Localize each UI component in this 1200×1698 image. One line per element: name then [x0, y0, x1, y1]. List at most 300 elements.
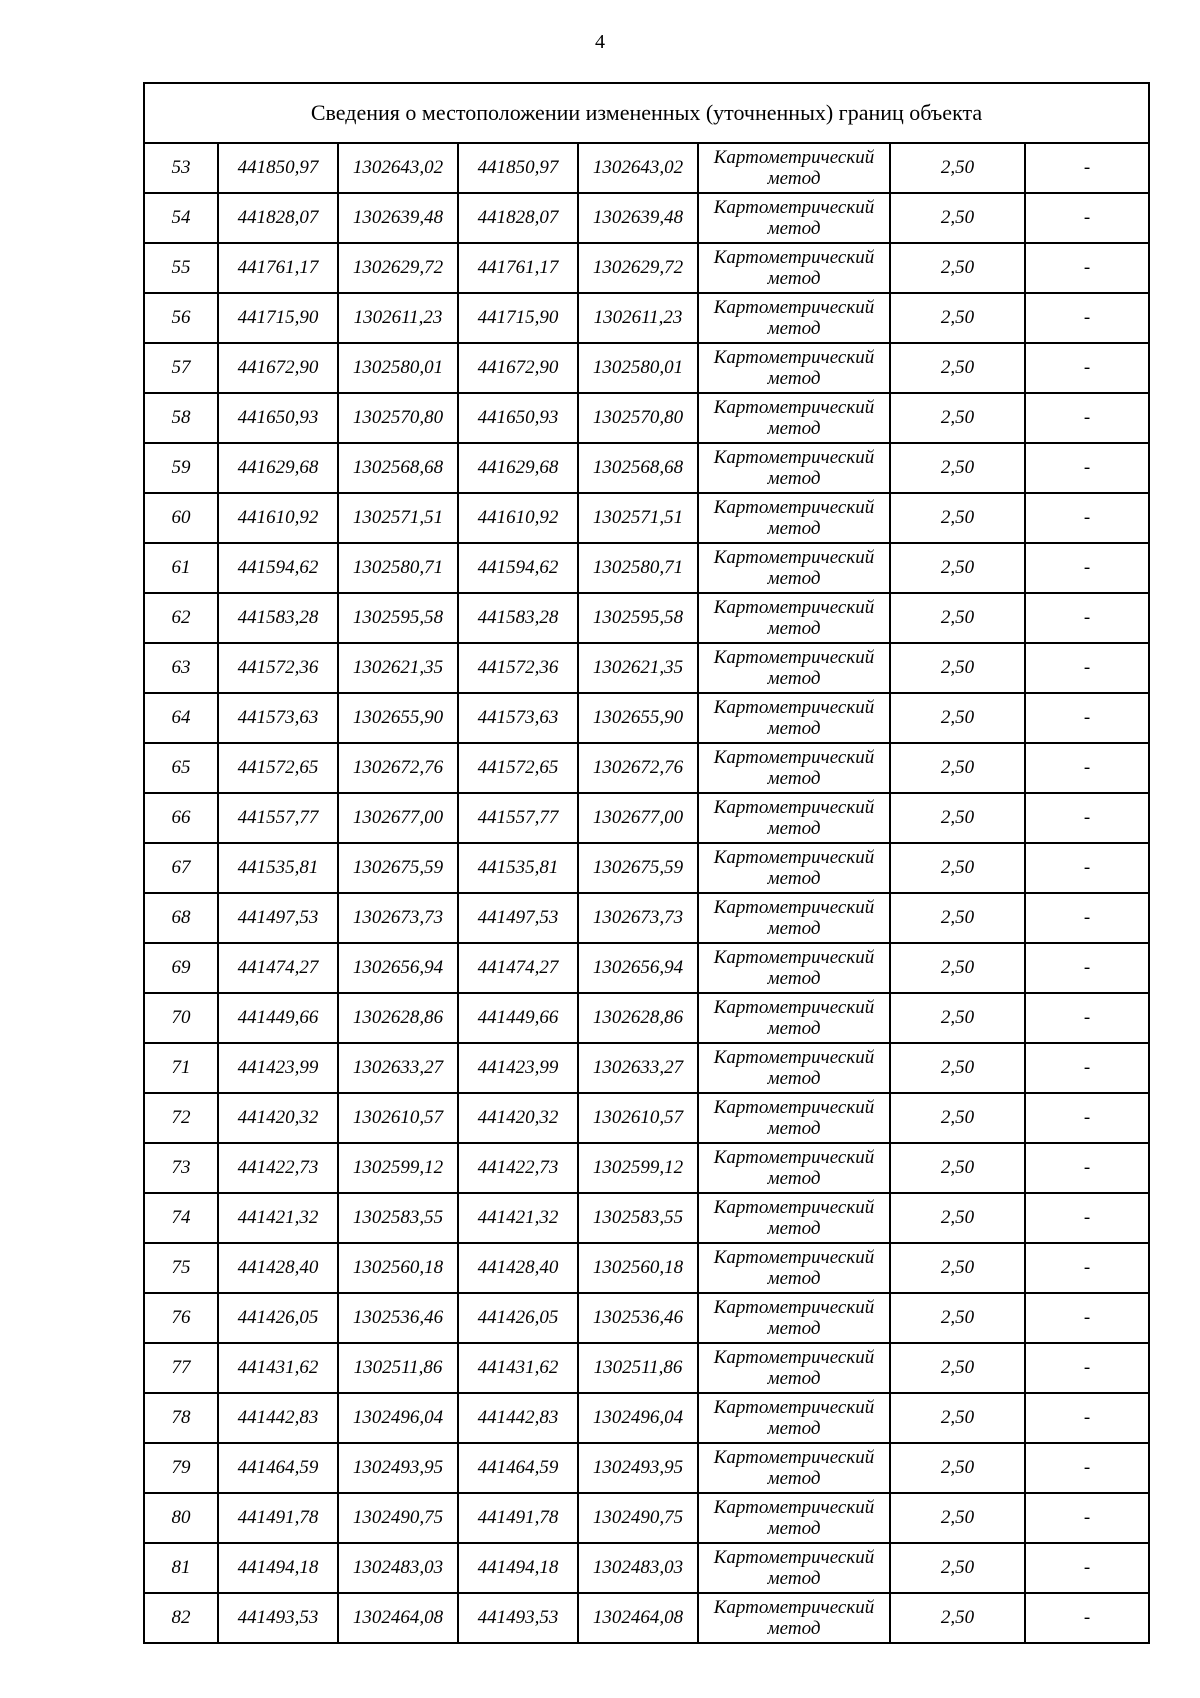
note-cell: - [1025, 1593, 1149, 1643]
refined-x-cell: 441474,27 [458, 943, 578, 993]
note-cell: - [1025, 293, 1149, 343]
existing-y-cell: 1302536,46 [338, 1293, 458, 1343]
method-line-1: Картометрический [713, 1347, 875, 1368]
existing-y-cell: 1302611,23 [338, 293, 458, 343]
method-line-2: метод [767, 1618, 821, 1639]
method-line-1: Картометрический [713, 397, 875, 418]
existing-y-cell: 1302580,71 [338, 543, 458, 593]
method-cell [698, 743, 890, 793]
existing-x-cell: 441610,92 [218, 493, 338, 543]
method-line-2: метод [767, 368, 821, 389]
existing-x-cell: 441421,32 [218, 1193, 338, 1243]
method-cell [698, 443, 890, 493]
existing-y-cell: 1302643,02 [338, 143, 458, 193]
table-row [144, 993, 1149, 1043]
refined-y-cell: 1302490,75 [578, 1493, 698, 1543]
note-cell: - [1025, 543, 1149, 593]
method-line-2: метод [767, 918, 821, 939]
method-cell [698, 1543, 890, 1593]
method-line-1: Картометрический [713, 947, 875, 968]
method-cell [698, 693, 890, 743]
existing-y-cell: 1302677,00 [338, 793, 458, 843]
refined-y-cell: 1302493,95 [578, 1443, 698, 1493]
existing-x-cell: 441442,83 [218, 1393, 338, 1443]
table-row [144, 1593, 1149, 1643]
note-cell: - [1025, 493, 1149, 543]
accuracy-cell: 2,50 [890, 543, 1025, 593]
method-line-1: Картометрический [713, 1397, 875, 1418]
accuracy-cell: 2,50 [890, 143, 1025, 193]
method-line-2: метод [767, 1118, 821, 1139]
method-cell [698, 393, 890, 443]
method-line-1: Картометрический [713, 747, 875, 768]
refined-y-cell: 1302629,72 [578, 243, 698, 293]
point-number-cell: 72 [144, 1093, 218, 1143]
existing-x-cell: 441573,63 [218, 693, 338, 743]
refined-x-cell: 441422,73 [458, 1143, 578, 1193]
point-number-cell: 63 [144, 643, 218, 693]
method-line-2: метод [767, 818, 821, 839]
note-cell: - [1025, 1543, 1149, 1593]
note-cell: - [1025, 843, 1149, 893]
note-cell: - [1025, 1243, 1149, 1293]
accuracy-cell: 2,50 [890, 1293, 1025, 1343]
existing-x-cell: 441449,66 [218, 993, 338, 1043]
method-cell [698, 1343, 890, 1393]
point-number-cell: 68 [144, 893, 218, 943]
method-line-1: Картометрический [713, 1147, 875, 1168]
table-row [144, 1493, 1149, 1543]
refined-y-cell: 1302673,73 [578, 893, 698, 943]
method-line-2: метод [767, 618, 821, 639]
method-line-2: метод [767, 318, 821, 339]
point-number-cell: 77 [144, 1343, 218, 1393]
point-number-cell: 53 [144, 143, 218, 193]
method-line-2: метод [767, 1368, 821, 1389]
accuracy-cell: 2,50 [890, 893, 1025, 943]
method-line-2: метод [767, 1518, 821, 1539]
table-row [144, 543, 1149, 593]
existing-y-cell: 1302673,73 [338, 893, 458, 943]
page-number: 4 [595, 31, 605, 53]
existing-x-cell: 441428,40 [218, 1243, 338, 1293]
refined-y-cell: 1302628,86 [578, 993, 698, 1043]
table-row [144, 1143, 1149, 1193]
refined-x-cell: 441583,28 [458, 593, 578, 643]
method-cell [698, 1393, 890, 1443]
refined-y-cell: 1302568,68 [578, 443, 698, 493]
accuracy-cell: 2,50 [890, 243, 1025, 293]
refined-x-cell: 441431,62 [458, 1343, 578, 1393]
existing-x-cell: 441583,28 [218, 593, 338, 643]
refined-y-cell: 1302464,08 [578, 1593, 698, 1643]
accuracy-cell: 2,50 [890, 1193, 1025, 1243]
table-row [144, 193, 1149, 243]
method-line-1: Картометрический [713, 247, 875, 268]
table-row [144, 243, 1149, 293]
method-line-2: метод [767, 668, 821, 689]
method-line-2: метод [767, 1318, 821, 1339]
refined-x-cell: 441428,40 [458, 1243, 578, 1293]
method-cell [698, 1443, 890, 1493]
accuracy-cell: 2,50 [890, 193, 1025, 243]
accuracy-cell: 2,50 [890, 993, 1025, 1043]
point-number-cell: 56 [144, 293, 218, 343]
accuracy-cell: 2,50 [890, 1343, 1025, 1393]
refined-x-cell: 441449,66 [458, 993, 578, 1043]
accuracy-cell: 2,50 [890, 843, 1025, 893]
existing-y-cell: 1302496,04 [338, 1393, 458, 1443]
accuracy-cell: 2,50 [890, 643, 1025, 693]
method-line-1: Картометрический [713, 897, 875, 918]
existing-x-cell: 441715,90 [218, 293, 338, 343]
table-row [144, 1343, 1149, 1393]
point-number-cell: 59 [144, 443, 218, 493]
method-line-1: Картометрический [713, 1297, 875, 1318]
method-cell [698, 193, 890, 243]
method-line-2: метод [767, 518, 821, 539]
method-line-2: метод [767, 1218, 821, 1239]
existing-x-cell: 441629,68 [218, 443, 338, 493]
refined-x-cell: 441594,62 [458, 543, 578, 593]
refined-y-cell: 1302672,76 [578, 743, 698, 793]
method-line-2: метод [767, 1018, 821, 1039]
method-cell [698, 643, 890, 693]
accuracy-cell: 2,50 [890, 1443, 1025, 1493]
method-line-1: Картометрический [713, 1097, 875, 1118]
existing-x-cell: 441422,73 [218, 1143, 338, 1193]
method-cell [698, 1143, 890, 1193]
accuracy-cell: 2,50 [890, 1043, 1025, 1093]
refined-y-cell: 1302496,04 [578, 1393, 698, 1443]
refined-y-cell: 1302511,86 [578, 1343, 698, 1393]
refined-y-cell: 1302580,71 [578, 543, 698, 593]
existing-y-cell: 1302493,95 [338, 1443, 458, 1493]
method-cell [698, 943, 890, 993]
accuracy-cell: 2,50 [890, 1093, 1025, 1143]
refined-y-cell: 1302570,80 [578, 393, 698, 443]
method-line-1: Картометрический [713, 297, 875, 318]
method-line-2: метод [767, 1568, 821, 1589]
method-cell [698, 593, 890, 643]
refined-x-cell: 441426,05 [458, 1293, 578, 1343]
existing-y-cell: 1302583,55 [338, 1193, 458, 1243]
method-line-1: Картометрический [713, 1547, 875, 1568]
accuracy-cell: 2,50 [890, 743, 1025, 793]
accuracy-cell: 2,50 [890, 393, 1025, 443]
refined-y-cell: 1302677,00 [578, 793, 698, 843]
table-row [144, 1243, 1149, 1293]
method-line-1: Картометрический [713, 1597, 875, 1618]
point-number-cell: 58 [144, 393, 218, 443]
table-row [144, 143, 1149, 193]
refined-x-cell: 441494,18 [458, 1543, 578, 1593]
table-row [144, 643, 1149, 693]
existing-x-cell: 441464,59 [218, 1443, 338, 1493]
existing-x-cell: 441850,97 [218, 143, 338, 193]
existing-x-cell: 441494,18 [218, 1543, 338, 1593]
refined-x-cell: 441715,90 [458, 293, 578, 343]
method-line-1: Картометрический [713, 647, 875, 668]
refined-y-cell: 1302643,02 [578, 143, 698, 193]
existing-y-cell: 1302633,27 [338, 1043, 458, 1093]
note-cell: - [1025, 1493, 1149, 1543]
point-number-cell: 82 [144, 1593, 218, 1643]
existing-y-cell: 1302639,48 [338, 193, 458, 243]
method-line-1: Картометрический [713, 1047, 875, 1068]
refined-y-cell: 1302633,27 [578, 1043, 698, 1093]
table-row [144, 1543, 1149, 1593]
method-cell [698, 243, 890, 293]
refined-x-cell: 441828,07 [458, 193, 578, 243]
existing-x-cell: 441535,81 [218, 843, 338, 893]
point-number-cell: 74 [144, 1193, 218, 1243]
refined-y-cell: 1302611,23 [578, 293, 698, 343]
existing-y-cell: 1302595,58 [338, 593, 458, 643]
point-number-cell: 71 [144, 1043, 218, 1093]
table-row [144, 293, 1149, 343]
table-row [144, 843, 1149, 893]
method-line-2: метод [767, 168, 821, 189]
method-line-1: Картометрический [713, 347, 875, 368]
refined-y-cell: 1302656,94 [578, 943, 698, 993]
existing-x-cell: 441474,27 [218, 943, 338, 993]
existing-x-cell: 441423,99 [218, 1043, 338, 1093]
existing-y-cell: 1302483,03 [338, 1543, 458, 1593]
existing-y-cell: 1302568,68 [338, 443, 458, 493]
method-line-1: Картометрический [713, 1447, 875, 1468]
method-line-1: Картометрический [713, 847, 875, 868]
point-number-cell: 70 [144, 993, 218, 1043]
method-cell [698, 1293, 890, 1343]
note-cell: - [1025, 1193, 1149, 1243]
method-line-1: Картометрический [713, 1247, 875, 1268]
table-body [144, 143, 1149, 1643]
table-row [144, 1293, 1149, 1343]
refined-y-cell: 1302610,57 [578, 1093, 698, 1143]
existing-x-cell: 441672,90 [218, 343, 338, 393]
table-row [144, 793, 1149, 843]
method-cell [698, 1093, 890, 1143]
point-number-cell: 76 [144, 1293, 218, 1343]
boundary-coordinates-table [143, 82, 1150, 1644]
note-cell: - [1025, 1443, 1149, 1493]
note-cell: - [1025, 1343, 1149, 1393]
refined-x-cell: 441610,92 [458, 493, 578, 543]
refined-x-cell: 441464,59 [458, 1443, 578, 1493]
existing-x-cell: 441572,65 [218, 743, 338, 793]
refined-x-cell: 441572,65 [458, 743, 578, 793]
method-line-1: Картометрический [713, 597, 875, 618]
refined-x-cell: 441491,78 [458, 1493, 578, 1543]
refined-x-cell: 441761,17 [458, 243, 578, 293]
existing-y-cell: 1302621,35 [338, 643, 458, 693]
note-cell: - [1025, 693, 1149, 743]
table-row [144, 943, 1149, 993]
table-row [144, 1193, 1149, 1243]
method-line-2: метод [767, 1468, 821, 1489]
method-line-2: метод [767, 1068, 821, 1089]
accuracy-cell: 2,50 [890, 343, 1025, 393]
method-cell [698, 1193, 890, 1243]
method-cell [698, 1493, 890, 1543]
method-cell [698, 343, 890, 393]
point-number-cell: 64 [144, 693, 218, 743]
table-row [144, 1093, 1149, 1143]
table-row [144, 1043, 1149, 1093]
note-cell: - [1025, 993, 1149, 1043]
table-row [144, 1443, 1149, 1493]
point-number-cell: 81 [144, 1543, 218, 1593]
method-line-2: метод [767, 1418, 821, 1439]
refined-x-cell: 441420,32 [458, 1093, 578, 1143]
existing-y-cell: 1302672,76 [338, 743, 458, 793]
existing-y-cell: 1302656,94 [338, 943, 458, 993]
refined-x-cell: 441850,97 [458, 143, 578, 193]
point-number-cell: 60 [144, 493, 218, 543]
note-cell: - [1025, 1143, 1149, 1193]
note-cell: - [1025, 1043, 1149, 1093]
note-cell: - [1025, 1093, 1149, 1143]
refined-y-cell: 1302621,35 [578, 643, 698, 693]
existing-y-cell: 1302599,12 [338, 1143, 458, 1193]
refined-y-cell: 1302560,18 [578, 1243, 698, 1293]
note-cell: - [1025, 143, 1149, 193]
point-number-cell: 79 [144, 1443, 218, 1493]
point-number-cell: 78 [144, 1393, 218, 1443]
accuracy-cell: 2,50 [890, 943, 1025, 993]
refined-y-cell: 1302571,51 [578, 493, 698, 543]
point-number-cell: 61 [144, 543, 218, 593]
refined-x-cell: 441629,68 [458, 443, 578, 493]
refined-y-cell: 1302583,55 [578, 1193, 698, 1243]
existing-x-cell: 441761,17 [218, 243, 338, 293]
existing-y-cell: 1302560,18 [338, 1243, 458, 1293]
method-cell [698, 543, 890, 593]
table-row [144, 743, 1149, 793]
refined-x-cell: 441572,36 [458, 643, 578, 693]
method-line-2: метод [767, 218, 821, 239]
point-number-cell: 66 [144, 793, 218, 843]
existing-y-cell: 1302490,75 [338, 1493, 458, 1543]
existing-y-cell: 1302571,51 [338, 493, 458, 543]
table-row [144, 893, 1149, 943]
note-cell: - [1025, 243, 1149, 293]
point-number-cell: 73 [144, 1143, 218, 1193]
table-row [144, 393, 1149, 443]
method-line-2: метод [767, 1268, 821, 1289]
method-line-1: Картометрический [713, 1497, 875, 1518]
method-line-2: метод [767, 468, 821, 489]
method-line-1: Картометрический [713, 997, 875, 1018]
refined-y-cell: 1302639,48 [578, 193, 698, 243]
existing-y-cell: 1302580,01 [338, 343, 458, 393]
table-row [144, 443, 1149, 493]
method-line-2: метод [767, 868, 821, 889]
method-line-1: Картометрический [713, 697, 875, 718]
method-line-2: метод [767, 768, 821, 789]
note-cell: - [1025, 1393, 1149, 1443]
refined-x-cell: 441442,83 [458, 1393, 578, 1443]
accuracy-cell: 2,50 [890, 493, 1025, 543]
note-cell: - [1025, 743, 1149, 793]
note-cell: - [1025, 1293, 1149, 1343]
existing-y-cell: 1302675,59 [338, 843, 458, 893]
refined-x-cell: 441573,63 [458, 693, 578, 743]
refined-y-cell: 1302536,46 [578, 1293, 698, 1343]
existing-y-cell: 1302610,57 [338, 1093, 458, 1143]
note-cell: - [1025, 643, 1149, 693]
existing-x-cell: 441650,93 [218, 393, 338, 443]
accuracy-cell: 2,50 [890, 1393, 1025, 1443]
existing-x-cell: 441493,53 [218, 1593, 338, 1643]
refined-x-cell: 441535,81 [458, 843, 578, 893]
existing-x-cell: 441557,77 [218, 793, 338, 843]
refined-x-cell: 441672,90 [458, 343, 578, 393]
accuracy-cell: 2,50 [890, 1493, 1025, 1543]
refined-y-cell: 1302483,03 [578, 1543, 698, 1593]
method-cell [698, 1243, 890, 1293]
point-number-cell: 75 [144, 1243, 218, 1293]
refined-x-cell: 441421,32 [458, 1193, 578, 1243]
point-number-cell: 65 [144, 743, 218, 793]
method-line-2: метод [767, 968, 821, 989]
method-cell [698, 293, 890, 343]
existing-y-cell: 1302511,86 [338, 1343, 458, 1393]
existing-y-cell: 1302655,90 [338, 693, 458, 743]
accuracy-cell: 2,50 [890, 293, 1025, 343]
method-line-1: Картометрический [713, 547, 875, 568]
method-line-2: метод [767, 568, 821, 589]
table-row [144, 693, 1149, 743]
method-line-1: Картометрический [713, 497, 875, 518]
method-line-1: Картометрический [713, 147, 875, 168]
refined-y-cell: 1302580,01 [578, 343, 698, 393]
method-cell [698, 1043, 890, 1093]
accuracy-cell: 2,50 [890, 1543, 1025, 1593]
existing-x-cell: 441431,62 [218, 1343, 338, 1393]
refined-y-cell: 1302675,59 [578, 843, 698, 893]
table-row [144, 493, 1149, 543]
refined-y-cell: 1302595,58 [578, 593, 698, 643]
note-cell: - [1025, 393, 1149, 443]
point-number-cell: 67 [144, 843, 218, 893]
note-cell: - [1025, 193, 1149, 243]
note-cell: - [1025, 793, 1149, 843]
existing-x-cell: 441572,36 [218, 643, 338, 693]
refined-x-cell: 441493,53 [458, 1593, 578, 1643]
table-row [144, 343, 1149, 393]
accuracy-cell: 2,50 [890, 693, 1025, 743]
method-cell [698, 793, 890, 843]
method-line-2: метод [767, 718, 821, 739]
note-cell: - [1025, 943, 1149, 993]
refined-y-cell: 1302655,90 [578, 693, 698, 743]
accuracy-cell: 2,50 [890, 593, 1025, 643]
refined-x-cell: 441497,53 [458, 893, 578, 943]
existing-y-cell: 1302629,72 [338, 243, 458, 293]
existing-y-cell: 1302464,08 [338, 1593, 458, 1643]
existing-y-cell: 1302570,80 [338, 393, 458, 443]
accuracy-cell: 2,50 [890, 1243, 1025, 1293]
accuracy-cell: 2,50 [890, 443, 1025, 493]
method-line-1: Картометрический [713, 1197, 875, 1218]
table-row [144, 593, 1149, 643]
point-number-cell: 62 [144, 593, 218, 643]
method-cell [698, 993, 890, 1043]
refined-x-cell: 441650,93 [458, 393, 578, 443]
note-cell: - [1025, 893, 1149, 943]
